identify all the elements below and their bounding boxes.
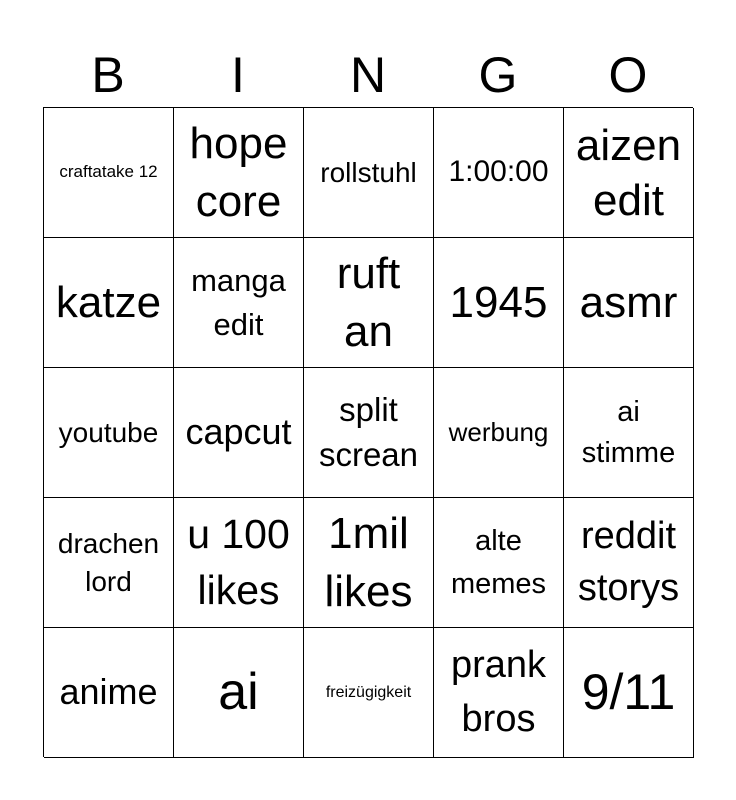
- bingo-cell[interactable]: [44, 368, 174, 498]
- bingo-cell[interactable]: [174, 498, 304, 628]
- header-letter-g: G: [478, 47, 518, 103]
- bingo-cell[interactable]: [304, 108, 434, 238]
- cell-text: ai stimme: [581, 395, 676, 469]
- cell-text: asmr: [579, 277, 678, 327]
- bingo-cell[interactable]: [174, 108, 304, 238]
- cell-text: ruft an: [336, 249, 401, 356]
- bingo-cell[interactable]: [44, 108, 174, 238]
- cell-text: hope core: [189, 119, 288, 226]
- bingo-cell[interactable]: [304, 628, 434, 758]
- cell-text: katze: [55, 277, 162, 327]
- bingo-cell[interactable]: [434, 628, 564, 758]
- cell-text: 1mil likes: [324, 509, 413, 616]
- cell-text: reddit storys: [577, 515, 680, 609]
- header-letter-n: N: [349, 47, 387, 103]
- cell-text: ai: [218, 662, 259, 721]
- bingo-cell[interactable]: [564, 498, 694, 628]
- bingo-cell[interactable]: [304, 238, 434, 368]
- cell-text: aizen edit: [575, 120, 682, 225]
- cell-text: split screan: [318, 390, 419, 473]
- cell-text: u 100 likes: [187, 511, 290, 613]
- cell-text: capcut: [185, 411, 292, 453]
- bingo-cell[interactable]: [44, 628, 174, 758]
- bingo-cell[interactable]: [174, 238, 304, 368]
- bingo-cell[interactable]: [564, 628, 694, 758]
- cell-text: prank bros: [450, 644, 547, 740]
- bingo-cell[interactable]: [564, 368, 694, 498]
- bingo-cell[interactable]: [434, 238, 564, 368]
- bingo-cell[interactable]: [434, 498, 564, 628]
- cell-text: rollstuhl: [320, 156, 417, 188]
- bingo-cell[interactable]: [44, 238, 174, 368]
- bingo-cell[interactable]: [434, 368, 564, 498]
- cell-text: craftatake 12: [59, 162, 158, 182]
- bingo-cell[interactable]: [564, 238, 694, 368]
- bingo-cell[interactable]: [174, 628, 304, 758]
- bingo-cell[interactable]: [304, 368, 434, 498]
- bingo-cell[interactable]: [564, 108, 694, 238]
- bingo-cell[interactable]: [304, 498, 434, 628]
- bingo-card: [43, 107, 693, 757]
- cell-text: 1:00:00: [448, 155, 549, 189]
- bingo-header: [43, 44, 693, 106]
- bingo-cell[interactable]: [174, 368, 304, 498]
- bingo-cell[interactable]: [44, 498, 174, 628]
- cell-text: 9/11: [581, 664, 676, 720]
- cell-text: werbung: [448, 417, 549, 448]
- cell-text: freizügigkeit: [325, 683, 412, 701]
- cell-text: 1945: [449, 277, 548, 327]
- bingo-cell[interactable]: [434, 108, 564, 238]
- cell-text: alte memes: [450, 525, 547, 600]
- cell-text: youtube: [58, 416, 159, 448]
- cell-text: drachen lord: [57, 527, 160, 597]
- header-letter-o: O: [608, 47, 648, 103]
- cell-text: manga edit: [191, 263, 286, 342]
- cell-text: anime: [59, 671, 158, 713]
- header-letter-i: I: [231, 47, 245, 103]
- header-letter-b: B: [91, 47, 125, 103]
